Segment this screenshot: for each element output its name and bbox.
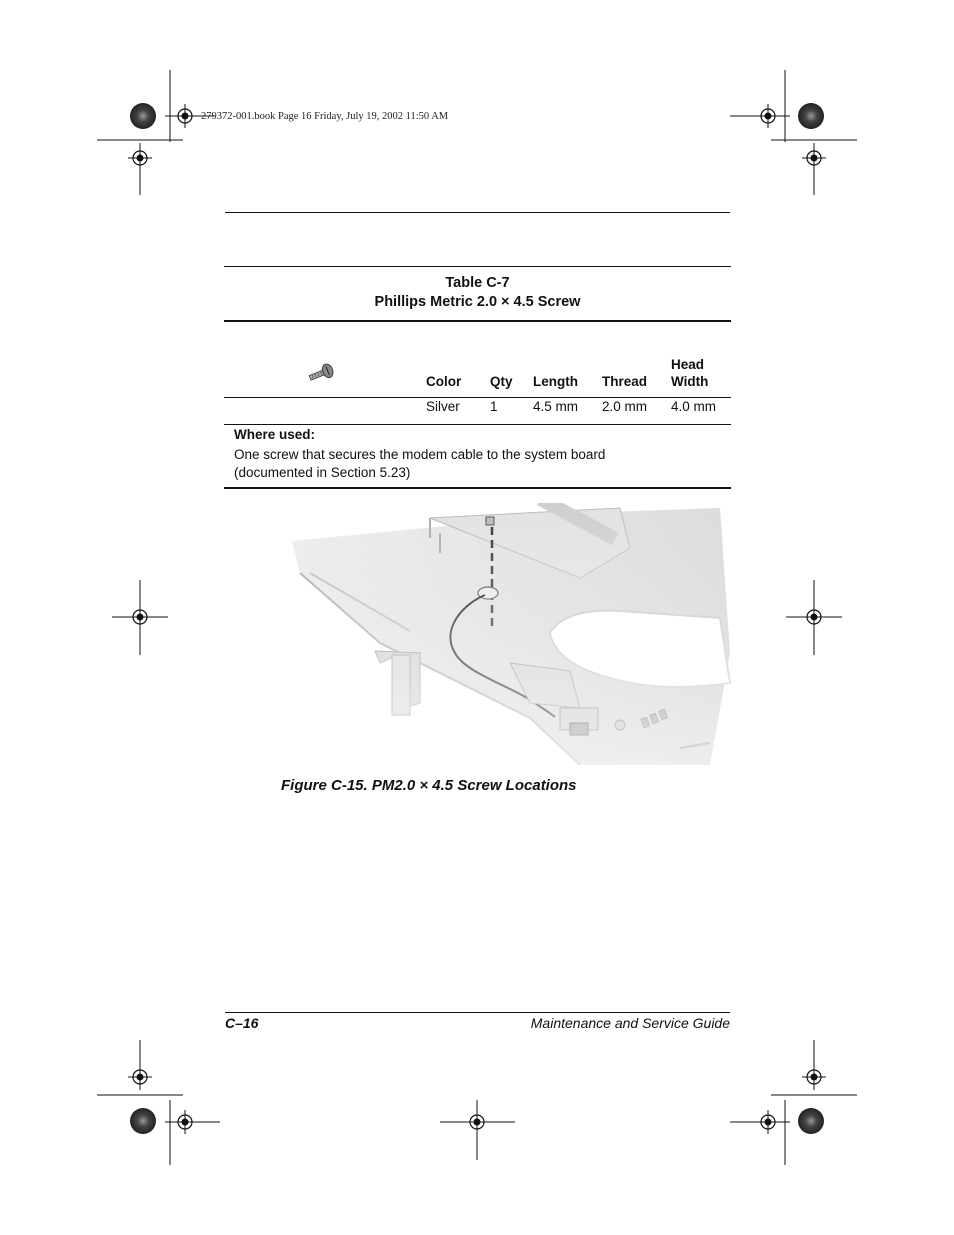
figure-caption: Figure C-15. PM2.0 × 4.5 Screw Locations xyxy=(281,777,577,794)
table-title-number: Table C-7 xyxy=(445,275,510,291)
system-board-illustration xyxy=(280,503,740,768)
table-header-rule xyxy=(224,397,731,398)
screw-icon xyxy=(304,360,338,386)
column-header-length: Length xyxy=(533,374,578,389)
table-title-rule xyxy=(224,320,731,322)
column-header-thread: Thread xyxy=(602,374,648,389)
where-used-text xyxy=(234,446,714,481)
where-used-line-1: One screw that secures the modem cable to the system board xyxy=(234,447,606,462)
cell-head-width: 4.0 mm xyxy=(671,399,717,414)
footer-rule xyxy=(225,1012,730,1013)
print-header-note: 279372-001.book Page 16 Friday, July 19, 2002 11:50 AM xyxy=(201,111,449,122)
column-header-head-width-line2: Width xyxy=(671,374,709,389)
page-number: C–16 xyxy=(225,1015,259,1031)
table-top-rule xyxy=(224,266,731,267)
top-rule xyxy=(225,212,730,213)
where-used-label: Where used: xyxy=(234,427,316,442)
cell-thread: 2.0 mm xyxy=(602,399,648,414)
table-title-text: Phillips Metric 2.0 × 4.5 Screw xyxy=(374,294,581,310)
where-used-line-2: (documented in Section 5.23) xyxy=(234,464,411,480)
cell-length: 4.5 mm xyxy=(533,399,579,414)
guide-title: Maintenance and Service Guide xyxy=(530,1015,730,1031)
column-header-head-width-line1: Head xyxy=(671,357,705,372)
table-bottom-rule xyxy=(224,487,731,489)
column-header-color: Color xyxy=(426,374,462,389)
cell-color: Silver xyxy=(426,399,460,414)
column-header-qty: Qty xyxy=(490,374,513,389)
cell-qty: 1 xyxy=(490,399,498,414)
table-row-rule xyxy=(224,424,731,425)
